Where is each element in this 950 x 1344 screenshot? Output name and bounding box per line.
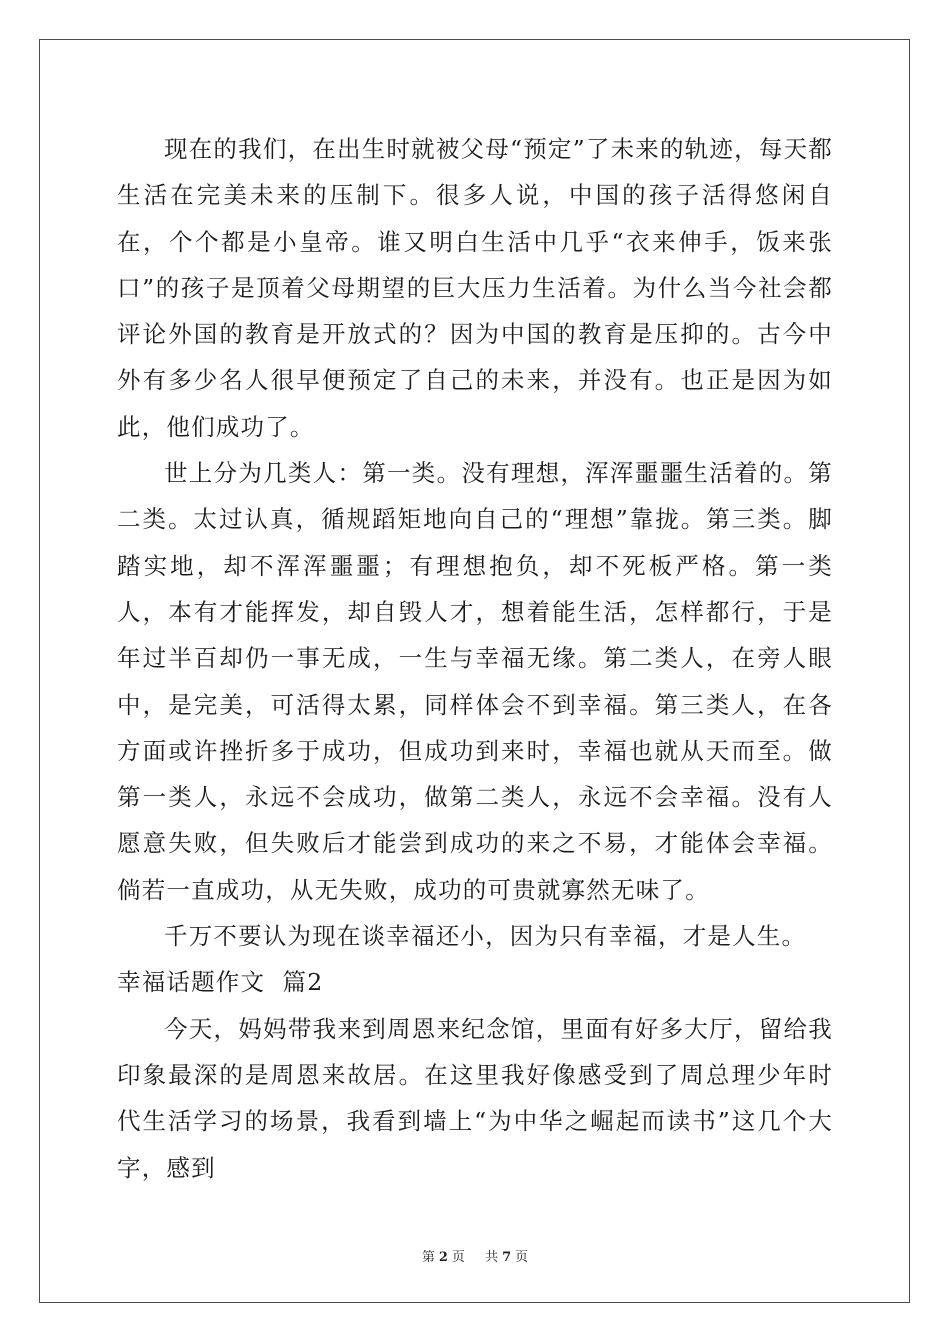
total-suffix: 页 bbox=[515, 1250, 529, 1265]
total-pages-number: 7 bbox=[502, 1250, 512, 1265]
paragraph-3: 千万不要认为现在谈幸福还小，因为只有幸福，才是人生。 bbox=[164, 922, 807, 951]
total-prefix: 共 bbox=[485, 1250, 499, 1265]
paragraph-4: 今天，妈妈带我来到周恩来纪念馆，里面有好多大厅，留给我印象最深的是周恩来故居。在这里我好像感受到了周总理少年时代生活学习的场景，我看到墙上“为中华之崛起而读书”这几个大字，感到 bbox=[117, 1014, 833, 1182]
document-body bbox=[117, 126, 833, 1191]
page-number bbox=[418, 1250, 469, 1265]
paragraph-1: 现在的我们，在出生时就被父母“预定”了未来的轨迹，每天都生活在完美未来的压制下。很多人说，中国的孩子活得悠闲自在，个个都是小皇帝。谁又明白生活中几乎“衣来伸手，饭来张口”的孩子是顶着父母期望的巨大压力生活着。为什么当今社会都评论外国的教育是开放式的？因为中国的教育是压抑的。古今中外有多少名人很早便预定了自己的未来，并没有。也正是因为如此，他们成功了。 bbox=[117, 135, 833, 441]
page-total bbox=[481, 1250, 532, 1265]
page-prefix: 第 bbox=[421, 1250, 435, 1265]
page-footer bbox=[0, 1246, 950, 1265]
current-page-number: 2 bbox=[438, 1250, 448, 1265]
paragraph-2: 世上分为几类人：第一类。没有理想，浑浑噩噩生活着的。第二类。太过认真，循规蹈矩地向自己的“理想”靠拢。第三类。脚踏实地，却不浑浑噩噩；有理想抱负，却不死板严格。第一类人，本有才能挥发，却自毁人才，想着能生活，怎样都行，于是年过半百却仍一事无成，一生与幸福无缘。第二类人，在旁人眼中，是完美，可活得太累，同样体会不到幸福。第三类人，在各方面或许挫折多于成功，但成功到来时，幸福也就从天而至。做第一类人，永远不会成功，做第二类人，永远不会幸福。没有人愿意失败，但失败后才能尝到成功的来之不易，才能体会幸福。倘若一直成功，从无失败，成功的可贵就寡然无味了。 bbox=[117, 459, 833, 904]
page-suffix: 页 bbox=[451, 1250, 465, 1265]
section-heading: 幸福话题作文 篇2 bbox=[117, 968, 324, 997]
